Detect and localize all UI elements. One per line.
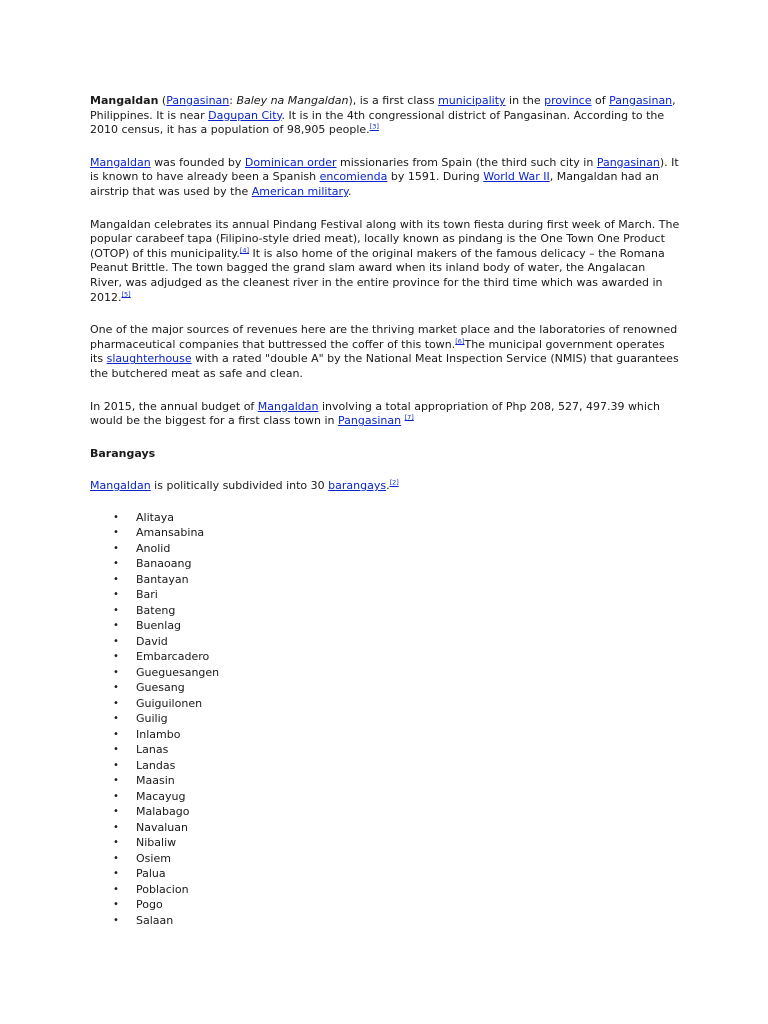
link-american-military[interactable]: American military <box>251 184 348 198</box>
reference-2[interactable]: [2] <box>389 478 399 487</box>
bullet-icon: • <box>113 759 119 771</box>
link-mangaldan[interactable]: Mangaldan <box>90 155 151 169</box>
barangay-list <box>90 510 680 929</box>
barangay-name: Landas <box>136 758 176 772</box>
list-item <box>90 587 680 603</box>
list-item <box>90 897 680 913</box>
link-encomienda[interactable]: encomienda <box>319 170 388 184</box>
list-item <box>90 649 680 665</box>
barangays-heading: Barangays <box>90 446 156 460</box>
list-item <box>90 835 680 851</box>
barangay-name: Buenlag <box>136 619 182 633</box>
town-name: Mangaldan <box>90 94 159 107</box>
bullet-icon: • <box>113 821 119 833</box>
link-dagupan-city[interactable]: Dagupan City <box>208 108 282 122</box>
reference-4[interactable]: [4] <box>239 246 250 255</box>
link-municipality[interactable]: municipality <box>438 94 506 107</box>
intro-paragraph: Mangaldan (Pangasinan: Baley na Mangaldan), is a first class municipality in the province of Pangasinan, Philippines. It is near Dagupan City. It is in the 4th congressional district of Pangasinan. According to the 2010 census, it has a population of 98,905 people.[3] <box>90 94 676 137</box>
link-mangaldan-3[interactable]: Mangaldan <box>90 479 151 493</box>
barangay-name: David <box>136 634 168 648</box>
bullet-icon: • <box>113 852 119 864</box>
bullet-icon: • <box>113 899 119 911</box>
barangay-name: Poblacion <box>136 882 189 896</box>
bullet-icon: • <box>113 558 119 570</box>
list-item <box>90 758 680 774</box>
barangay-name: Alitaya <box>136 510 174 524</box>
link-pangasinan-4[interactable]: Pangasinan <box>338 414 402 428</box>
list-item <box>90 618 680 634</box>
bullet-icon: • <box>113 868 119 880</box>
bullet-icon: • <box>113 666 119 678</box>
link-mangaldan-2[interactable]: Mangaldan <box>257 399 319 413</box>
bullet-icon: • <box>113 728 119 740</box>
barangay-name: Maasin <box>136 774 175 788</box>
budget-paragraph: In 2015, the annual budget of Mangaldan involving a total appropriation of Php 208, 527, 497.39 which would be the biggest for a first class town in Pangasinan [7] <box>90 399 660 428</box>
barangay-name: Palua <box>136 867 166 881</box>
link-world-war-ii[interactable]: World War II <box>483 170 550 184</box>
bullet-icon: • <box>113 604 119 616</box>
barangay-name: Malabago <box>136 805 190 819</box>
list-item <box>90 882 680 898</box>
list-item <box>90 773 680 789</box>
barangay-name: Guiguilonen <box>136 696 203 710</box>
barangay-name: Anolid <box>136 541 171 555</box>
barangay-name: Bateng <box>136 603 176 617</box>
barangay-name: Embarcadero <box>136 650 210 664</box>
bullet-icon: • <box>113 527 119 539</box>
list-item <box>90 603 680 619</box>
link-barangays[interactable]: barangays <box>328 479 387 493</box>
bullet-icon: • <box>113 790 119 802</box>
barangay-name: Bantayan <box>136 572 189 586</box>
bullet-icon: • <box>113 620 119 632</box>
list-item <box>90 804 680 820</box>
barangay-name: Nibaliw <box>136 836 177 850</box>
bullet-icon: • <box>113 651 119 663</box>
bullet-icon: • <box>113 914 119 926</box>
bullet-icon: • <box>113 837 119 849</box>
barangay-name: Amansabina <box>136 526 205 540</box>
bullet-icon: • <box>113 883 119 895</box>
list-item <box>90 680 680 696</box>
list-item <box>90 851 680 867</box>
barangay-name: Inlambo <box>136 727 181 741</box>
list-item <box>90 913 680 929</box>
list-item <box>90 789 680 805</box>
link-pangasinan-2[interactable]: Pangasinan <box>609 94 673 107</box>
history-paragraph: Mangaldan was founded by Dominican order missionaries from Spain (the third such city in Pangasinan). It is known to have already been a Spanish encomienda by 1591. During World War II, Mangaldan had an airstrip that was used by the American military. <box>90 155 679 198</box>
bullet-icon: • <box>113 775 119 787</box>
bullet-icon: • <box>113 682 119 694</box>
bullet-icon: • <box>113 542 119 554</box>
barangay-name: Pogo <box>136 898 163 912</box>
list-item <box>90 556 680 572</box>
bullet-icon: • <box>113 744 119 756</box>
list-item <box>90 866 680 882</box>
barangay-name: Navaluan <box>136 820 188 834</box>
link-dominican-order[interactable]: Dominican order <box>244 155 337 169</box>
barangay-name: Lanas <box>136 743 169 757</box>
list-item <box>90 742 680 758</box>
list-item <box>90 696 680 712</box>
economy-paragraph: One of the major sources of revenues here are the thriving market place and the laboratories of renowned pharmaceutical companies that buttressed the coffer of this town.[6]The municipal government operates its slaughterhouse with a rated "double A" by the National Meat Inspection Service (NMIS) that guarantees the butchered meat as safe and clean. <box>90 323 679 380</box>
reference-7[interactable]: [7] <box>404 413 414 422</box>
bullet-icon: • <box>113 589 119 601</box>
list-item <box>90 820 680 836</box>
bullet-icon: • <box>113 713 119 725</box>
bullet-icon: • <box>113 635 119 647</box>
article-body <box>90 94 680 928</box>
bullet-icon: • <box>113 697 119 709</box>
barangay-name: Guesang <box>136 681 185 695</box>
link-slaughterhouse[interactable]: slaughterhouse <box>106 352 192 366</box>
barangay-name: Osiem <box>136 851 171 865</box>
list-item <box>90 727 680 743</box>
barangays-intro: Mangaldan is politically subdivided into 30 barangays.[2] <box>90 478 399 493</box>
festival-paragraph: Mangaldan celebrates its annual Pindang Festival along with its town fiesta during first week of March. The popular carabeef tapa (Filipino-style dried meat), locally known as pindang is the One Town One Product (OTOP) of this municipality.[4] It is also home of the original makers of the famous delicacy – the Romana Peanut Brittle. The town bagged the grand slam award when its inland body of water, the Angalacan River, was adjudged as the cleanest river in the entire province for the third time which was awarded in 2012.[5] <box>90 217 680 304</box>
bullet-icon: • <box>113 806 119 818</box>
bullet-icon: • <box>113 573 119 585</box>
barangay-name: Macayug <box>136 789 186 803</box>
local-name: Baley na Mangaldan <box>236 94 349 107</box>
list-item <box>90 665 680 681</box>
reference-5[interactable]: [5] <box>121 289 131 298</box>
bullet-icon: • <box>113 511 119 523</box>
list-item <box>90 572 680 588</box>
link-pangasinan[interactable]: Pangasinan <box>166 94 230 107</box>
barangay-name: Gueguesangen <box>136 665 220 679</box>
barangay-name: Guilig <box>136 712 168 726</box>
list-item <box>90 525 680 541</box>
list-item <box>90 541 680 557</box>
reference-6[interactable]: [6] <box>455 337 465 346</box>
reference-3[interactable]: [3] <box>369 122 379 131</box>
link-pangasinan-3[interactable]: Pangasinan <box>596 155 660 169</box>
link-province[interactable]: province <box>544 94 592 107</box>
barangay-name: Banaoang <box>136 557 192 571</box>
list-item <box>90 510 680 526</box>
barangay-name: Salaan <box>136 913 174 927</box>
barangay-name: Bari <box>136 588 158 602</box>
list-item <box>90 634 680 650</box>
list-item <box>90 711 680 727</box>
